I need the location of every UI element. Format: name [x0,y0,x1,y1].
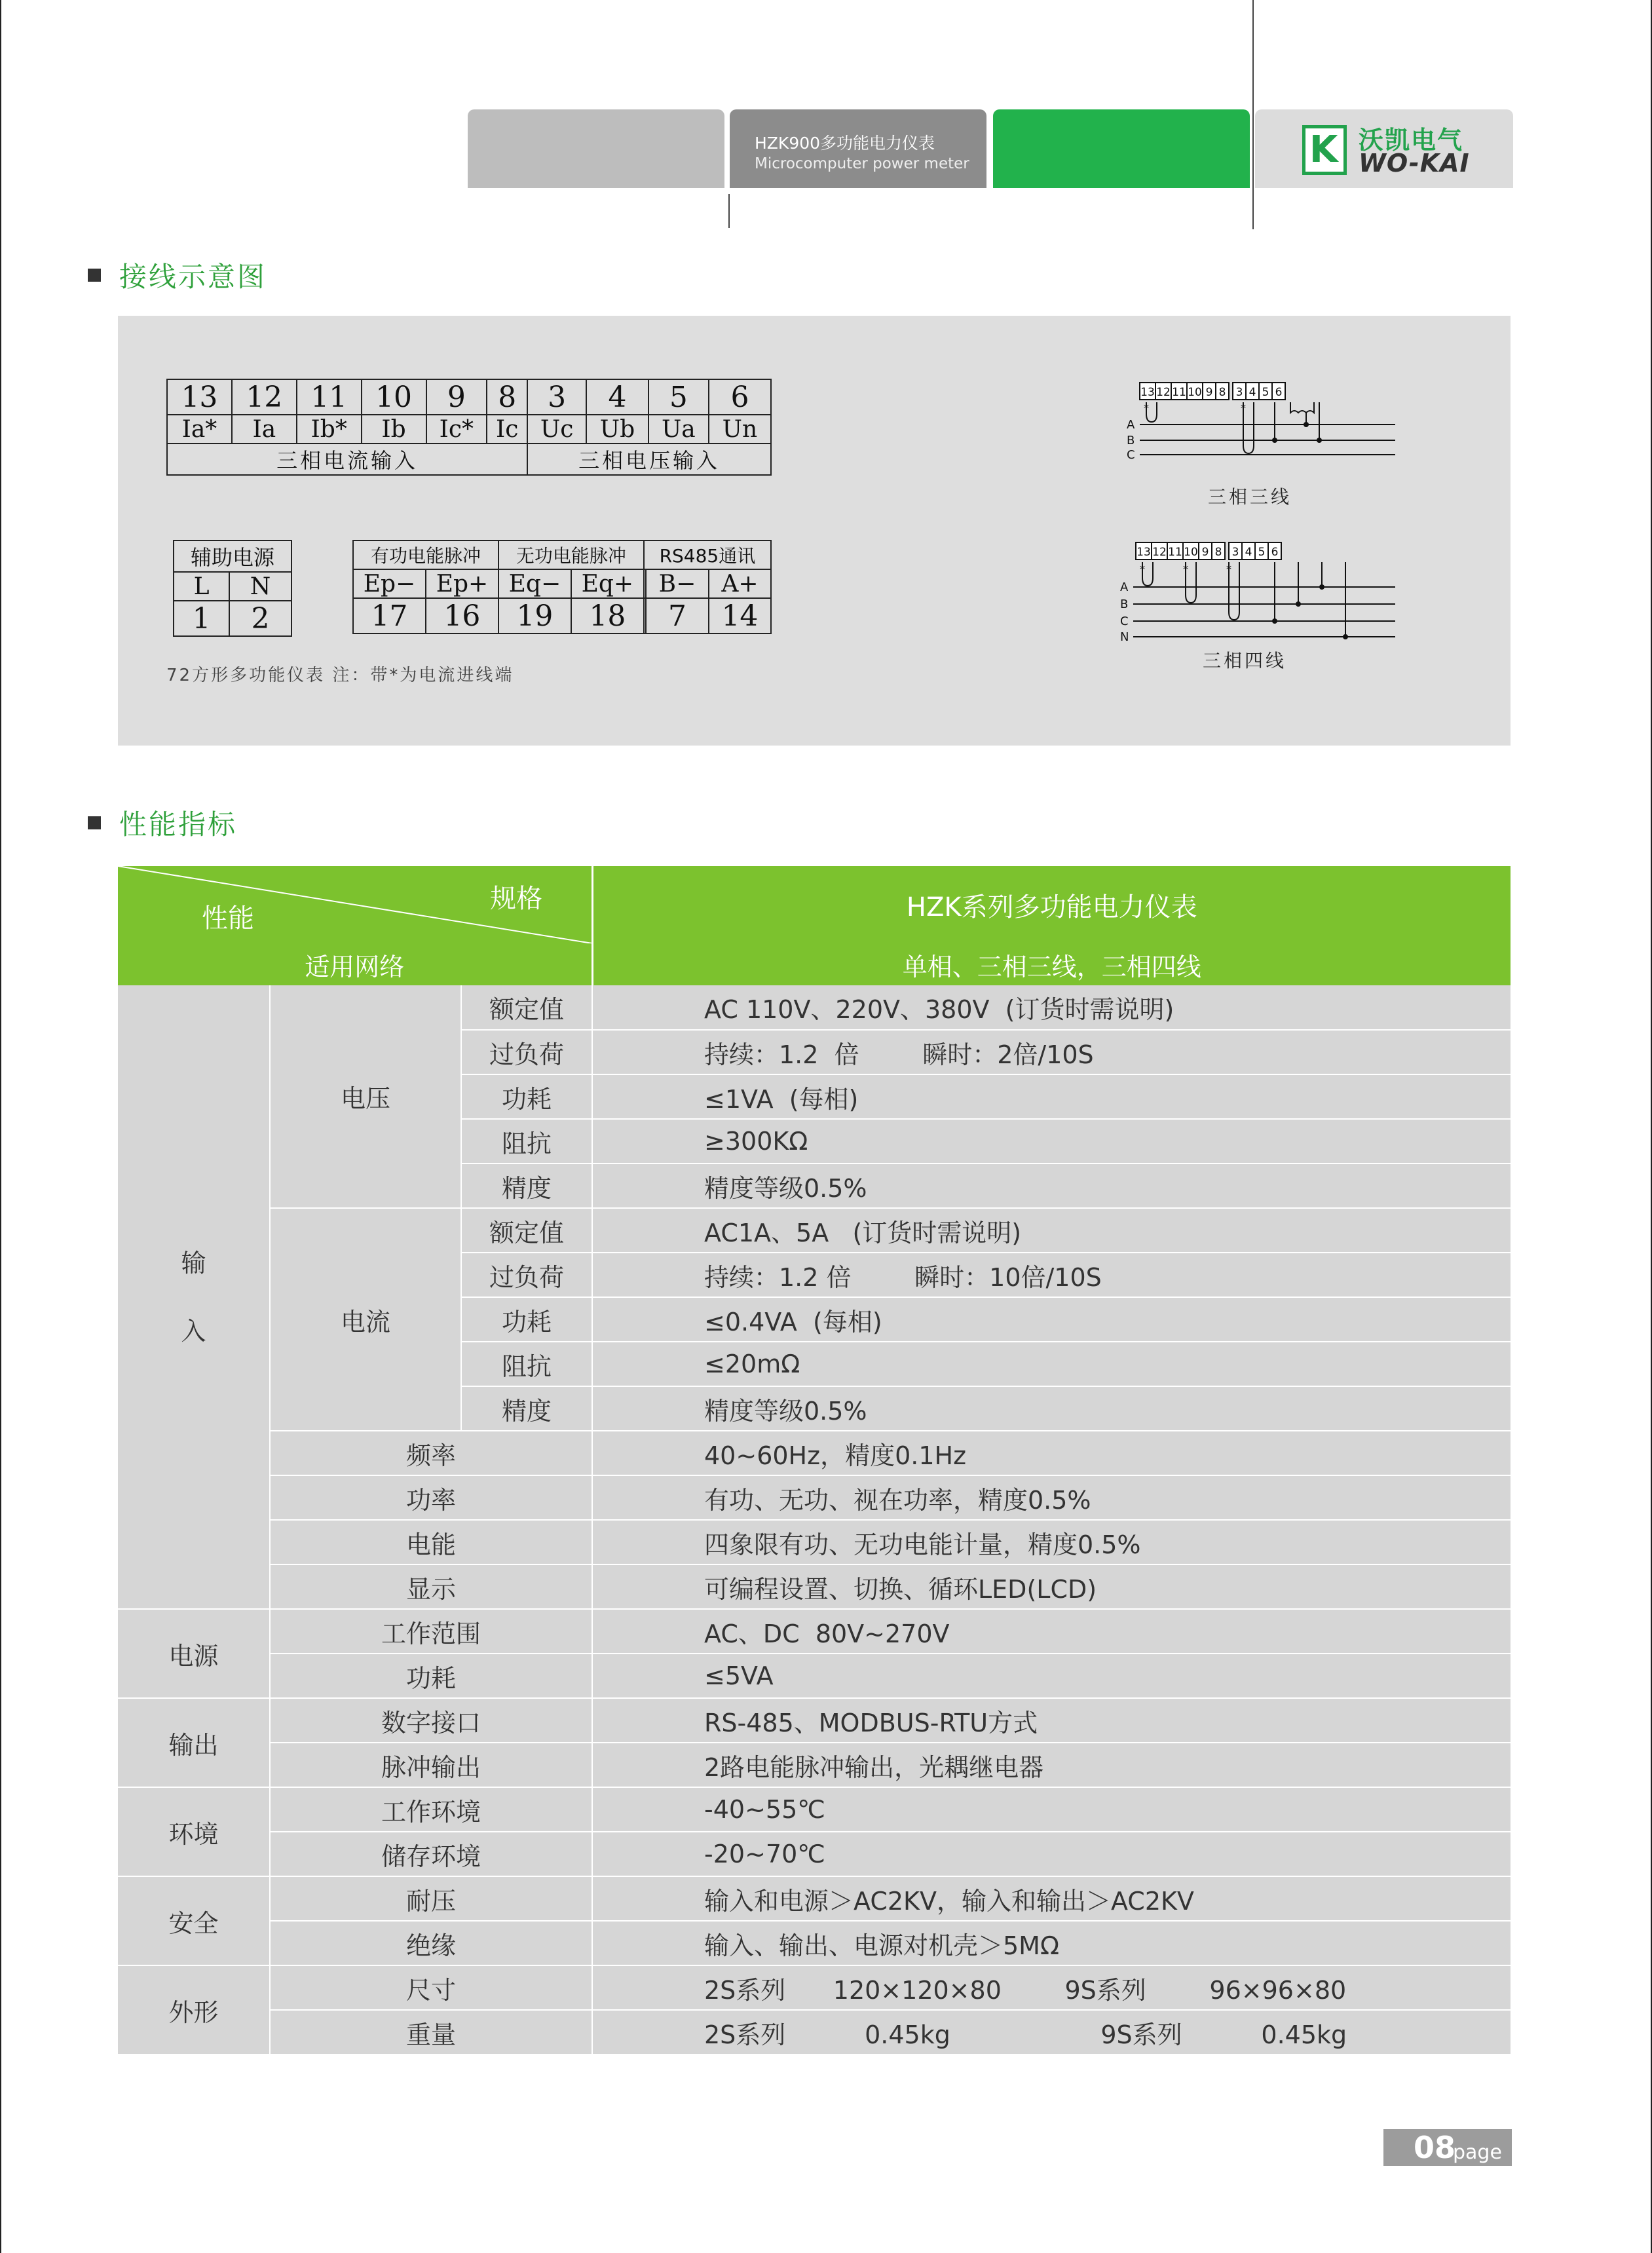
page-number: 08 [1414,2130,1456,2165]
current-input-label: 三相电流输入 [167,444,527,475]
terminal-number: 6 [709,379,771,415]
pulse-signal: Ep+ [426,569,498,598]
param-value: AC 110V、220V、380V (订货时需说明) [592,985,1511,1030]
square-bullet-icon [88,816,101,829]
voltage-label: 电压 [270,985,461,1208]
terminal-label: 11 [1168,546,1182,559]
pulse-signal: Ep− [353,569,426,598]
pulse-number: 7 [646,598,709,634]
terminal-signal: Ub [586,415,648,444]
terminal-signal: Ua [648,415,709,444]
terminal-number: 8 [487,379,527,415]
terminal-label: 5 [1262,386,1269,399]
param-value: -20~70℃ [592,1832,1511,1876]
group-label-safety: 安全 [118,1876,270,1965]
svg-text:*: * [1144,402,1149,414]
terminal-signal: Ia [232,415,297,444]
guide-line-top [1252,0,1254,229]
pulse-number: 16 [426,598,498,634]
param-name: 功率 [270,1475,592,1520]
svg-text:*: * [1226,563,1231,575]
param-value: -40~55℃ [592,1787,1511,1832]
terminal-signal: Uc [527,415,586,444]
param-value: 持续：1.2 倍 瞬时：10倍/10S [592,1253,1511,1297]
page-suffix: page [1453,2141,1502,2164]
terminal-label: 4 [1248,386,1256,399]
current-label: 电流 [270,1208,461,1431]
param-name: 耐压 [270,1876,592,1921]
terminal-number: 5 [648,379,709,415]
param-value: AC1A、5A (订货时需说明) [592,1208,1511,1253]
param-name: 功耗 [461,1297,592,1342]
header-tab-blank [468,109,724,188]
logo-k-icon: K [1302,125,1347,175]
line-label-n: N [1120,630,1129,644]
line-label-b: B [1127,434,1135,447]
performance-spec-table [118,866,1511,2055]
param-value: 精度等级0.5% [592,1164,1511,1208]
terminal-label: 11 [1172,386,1186,399]
terminal-label: 8 [1218,386,1226,399]
input-group-label: 输 入 [118,985,270,1609]
terminal-number: 12 [232,379,297,415]
line-label-b: B [1120,597,1129,611]
terminal-label: 12 [1152,546,1167,559]
param-name: 额定值 [461,985,592,1030]
header-performance: 性能 [202,903,254,934]
page-border-left [0,0,1,2253]
section-title-performance: 性能指标 [88,803,237,843]
pulse-number: 14 [709,598,771,634]
terminal-number: 13 [167,379,232,415]
pulse-number: 17 [353,598,426,634]
header-product: HZK系列多功能电力仪表 [592,866,1511,943]
voltage-input-label: 三相电压输入 [527,444,771,475]
aux-signal: L [174,572,229,601]
three-phase-three-wire-diagram [1120,380,1402,472]
network-label: 适用网络 [118,943,592,985]
line-label-c: C [1120,615,1129,628]
param-name: 过负荷 [461,1030,592,1074]
terminal-number: 3 [527,379,586,415]
pulse-signal: Eq− [498,569,571,598]
param-name: 功耗 [461,1074,592,1119]
param-value: ≥300KΩ [592,1119,1511,1164]
param-name: 尺寸 [270,1965,592,2010]
param-value: 输入、输出、电源对机壳＞5MΩ [592,1921,1511,1965]
group-label-power: 电源 [118,1609,270,1698]
terminal-number: 4 [586,379,648,415]
active-pulse-title: 有功电能脉冲 [353,540,498,569]
header-tab-product [730,109,986,188]
param-value: ≤20mΩ [592,1342,1511,1386]
network-value: 单相、三相三线，三相四线 [592,943,1511,985]
terminal-label: 13 [1136,546,1151,559]
aux-signal: N [229,572,291,601]
square-bullet-icon [88,269,101,282]
svg-text:*: * [1140,563,1145,575]
pulse-signal: A+ [709,569,771,598]
param-value: ≤1VA (每相) [592,1074,1511,1119]
pulse-signal: Eq+ [571,569,644,598]
aux-power-title: 辅助电源 [174,540,291,572]
param-value: 持续：1.2 倍 瞬时：2倍/10S [592,1030,1511,1074]
terminal-label: 3 [1231,546,1239,559]
terminal-signal: Ia* [167,415,232,444]
three-phase-four-wire-diagram [1114,540,1402,645]
table-header-corner [118,866,592,943]
param-value: 四象限有功、无功电能计量，精度0.5% [592,1520,1511,1564]
terminal-label: 6 [1271,546,1279,559]
param-name: 额定值 [461,1208,592,1253]
guide-line-mid [728,194,730,228]
param-value: 2S系列 0.45kg 9S系列 0.45kg [592,2010,1511,2054]
page-number-badge [1383,2129,1512,2166]
param-name: 重量 [270,2010,592,2054]
line-label-a: A [1120,580,1129,594]
param-name: 电能 [270,1520,592,1564]
pulse-number: 18 [571,598,644,634]
brand-name-en: WO-KAI [1359,149,1470,178]
terminal-number: 10 [362,379,426,415]
param-value: 2路电能脉冲输出，光耦继电器 [592,1743,1511,1787]
line-label-a: A [1127,418,1135,432]
terminal-label: 6 [1275,386,1283,399]
group-label-shape: 外形 [118,1965,270,2054]
param-value: 可编程设置、切换、循环LED(LCD) [592,1564,1511,1609]
header-spec: 规格 [490,884,542,914]
param-name: 精度 [461,1164,592,1208]
terminal-table-main [166,379,772,476]
param-name: 储存环境 [270,1832,592,1876]
param-name: 频率 [270,1431,592,1475]
pulse-comm-table [352,540,772,634]
terminal-signal: Ib* [297,415,362,444]
param-value: 输入和电源＞AC2KV，输入和输出＞AC2KV [592,1876,1511,1921]
product-name-en: Microcomputer power meter [755,155,969,172]
param-name: 数字接口 [270,1698,592,1743]
reactive-pulse-title: 无功电能脉冲 [498,540,644,569]
param-name: 显示 [270,1564,592,1609]
param-name: 精度 [461,1386,592,1431]
brand-name-cn: 沃凯电气 [1359,126,1464,155]
terminal-label: 13 [1140,386,1155,399]
param-value: 精度等级0.5% [592,1386,1511,1431]
terminal-label: 4 [1245,546,1252,559]
terminal-label: 10 [1188,386,1202,399]
aux-number: 1 [174,601,229,636]
pulse-number: 19 [498,598,571,634]
param-name: 绝缘 [270,1921,592,1965]
diagram-caption-3p4w: 三相四线 [1203,650,1287,672]
terminal-label: 9 [1201,546,1209,559]
terminal-label: 5 [1258,546,1266,559]
param-name: 阻抗 [461,1342,592,1386]
terminal-signal: Ic* [426,415,487,444]
param-name: 功耗 [270,1654,592,1698]
group-label-environment: 环境 [118,1787,270,1876]
wiring-diagram-panel [118,316,1511,746]
param-name: 过负荷 [461,1253,592,1297]
line-label-c: C [1127,448,1135,462]
terminal-label: 3 [1235,386,1243,399]
param-value: RS-485、MODBUS-RTU方式 [592,1698,1511,1743]
param-name: 工作范围 [270,1609,592,1654]
brand-logo [1255,109,1513,188]
aux-number: 2 [229,601,291,636]
param-name: 脉冲输出 [270,1743,592,1787]
terminal-number: 11 [297,379,362,415]
pulse-signal: B− [646,569,709,598]
section-title-wiring: 接线示意图 [88,256,267,295]
aux-power-table [173,540,292,637]
diagram-caption-3p3w: 三相三线 [1208,486,1292,508]
product-name-cn: HZK900多功能电力仪表 [755,134,935,153]
param-value: 40~60Hz，精度0.1Hz [592,1431,1511,1475]
param-value: AC、DC 80V~270V [592,1609,1511,1654]
param-value: 2S系列 120×120×80 9S系列 96×96×80 [592,1965,1511,2010]
param-value: 有功、无功、视在功率，精度0.5% [592,1475,1511,1520]
header-tab-green [993,109,1250,188]
terminal-signal: Un [709,415,771,444]
terminal-label: 10 [1184,546,1198,559]
rs485-title: RS485通讯 [644,540,771,569]
group-label-output: 输出 [118,1698,270,1787]
param-value: ≤0.4VA (每相) [592,1297,1511,1342]
wiring-note: 72方形多功能仪表 注：带*为电流进线端 [166,666,514,685]
svg-text:*: * [1183,563,1188,575]
svg-text:*: * [1241,402,1246,414]
terminal-label: 8 [1214,546,1222,559]
terminal-signal: Ib [362,415,426,444]
terminal-label: 12 [1156,386,1171,399]
terminal-label: 9 [1205,386,1213,399]
param-name: 工作环境 [270,1787,592,1832]
param-name: 阻抗 [461,1119,592,1164]
terminal-number: 9 [426,379,487,415]
terminal-signal: Ic [487,415,527,444]
param-value: ≤5VA [592,1654,1511,1698]
